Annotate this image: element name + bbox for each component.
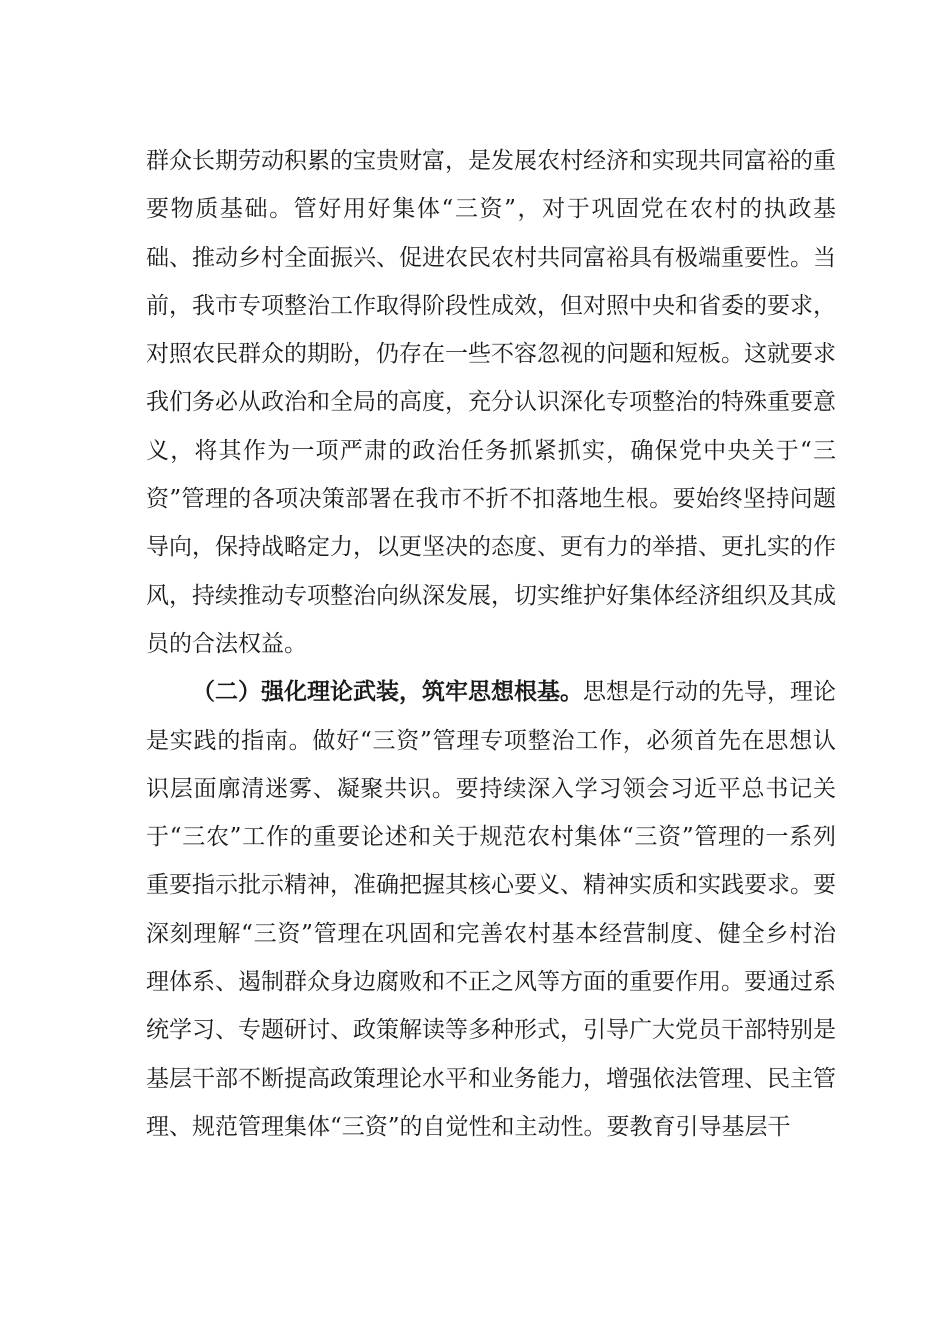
section-body: 思想是行动的先导，理论是实践的指南。做好“三资”管理专项整治工作，必须首先在思想认识层面廓清迷雾、凝聚共识。要持续深入学习领会习近平总书记关于“三农”工作的重要论述和关于规范农村集体“三资”管理的一系列重要指示批示精神，准确把握其核心要义、精神实质和实践要求。要深刻理解“三资”管理在巩固和完善农村基本经营制度、健全乡村治理体系、遏制群众身边腐败和不正之风等方面的重要作用。要通过系统学习、专题研讨、政策解读等多种形式，引导广大党员干部特别是基层干部不断提高政策理论水平和业务能力，增强依法管理、民主管理、规范管理集体“三资”的自觉性和主动性。要教育引导基层干 <box>146 679 836 1140</box>
paragraph-section-two <box>146 668 836 1151</box>
body-text <box>146 137 836 1151</box>
paragraph-continuation: 群众长期劳动积累的宝贵财富，是发展农村经济和实现共同富裕的重要物质基础。管好用好集体“三资”，对于巩固党在农村的执政基础、推动乡村全面振兴、促进农民农村共同富裕具有极端重要性。当前，我市专项整治工作取得阶段性成效，但对照中央和省委的要求，对照农民群众的期盼，仍存在一些不容忽视的问题和短板。这就要求我们务必从政治和全局的高度，充分认识深化专项整治的特殊重要意义，将其作为一项严肃的政治任务抓紧抓实，确保党中央关于“三资”管理的各项决策部署在我市不折不扣落地生根。要始终坚持问题导向，保持战略定力，以更坚决的态度、更有力的举措、更扎实的作风，持续推动专项整治向纵深发展，切实维护好集体经济组织及其成员的合法权益。 <box>146 148 836 657</box>
section-heading: （二）强化理论武装，筑牢思想根基。 <box>192 678 583 706</box>
